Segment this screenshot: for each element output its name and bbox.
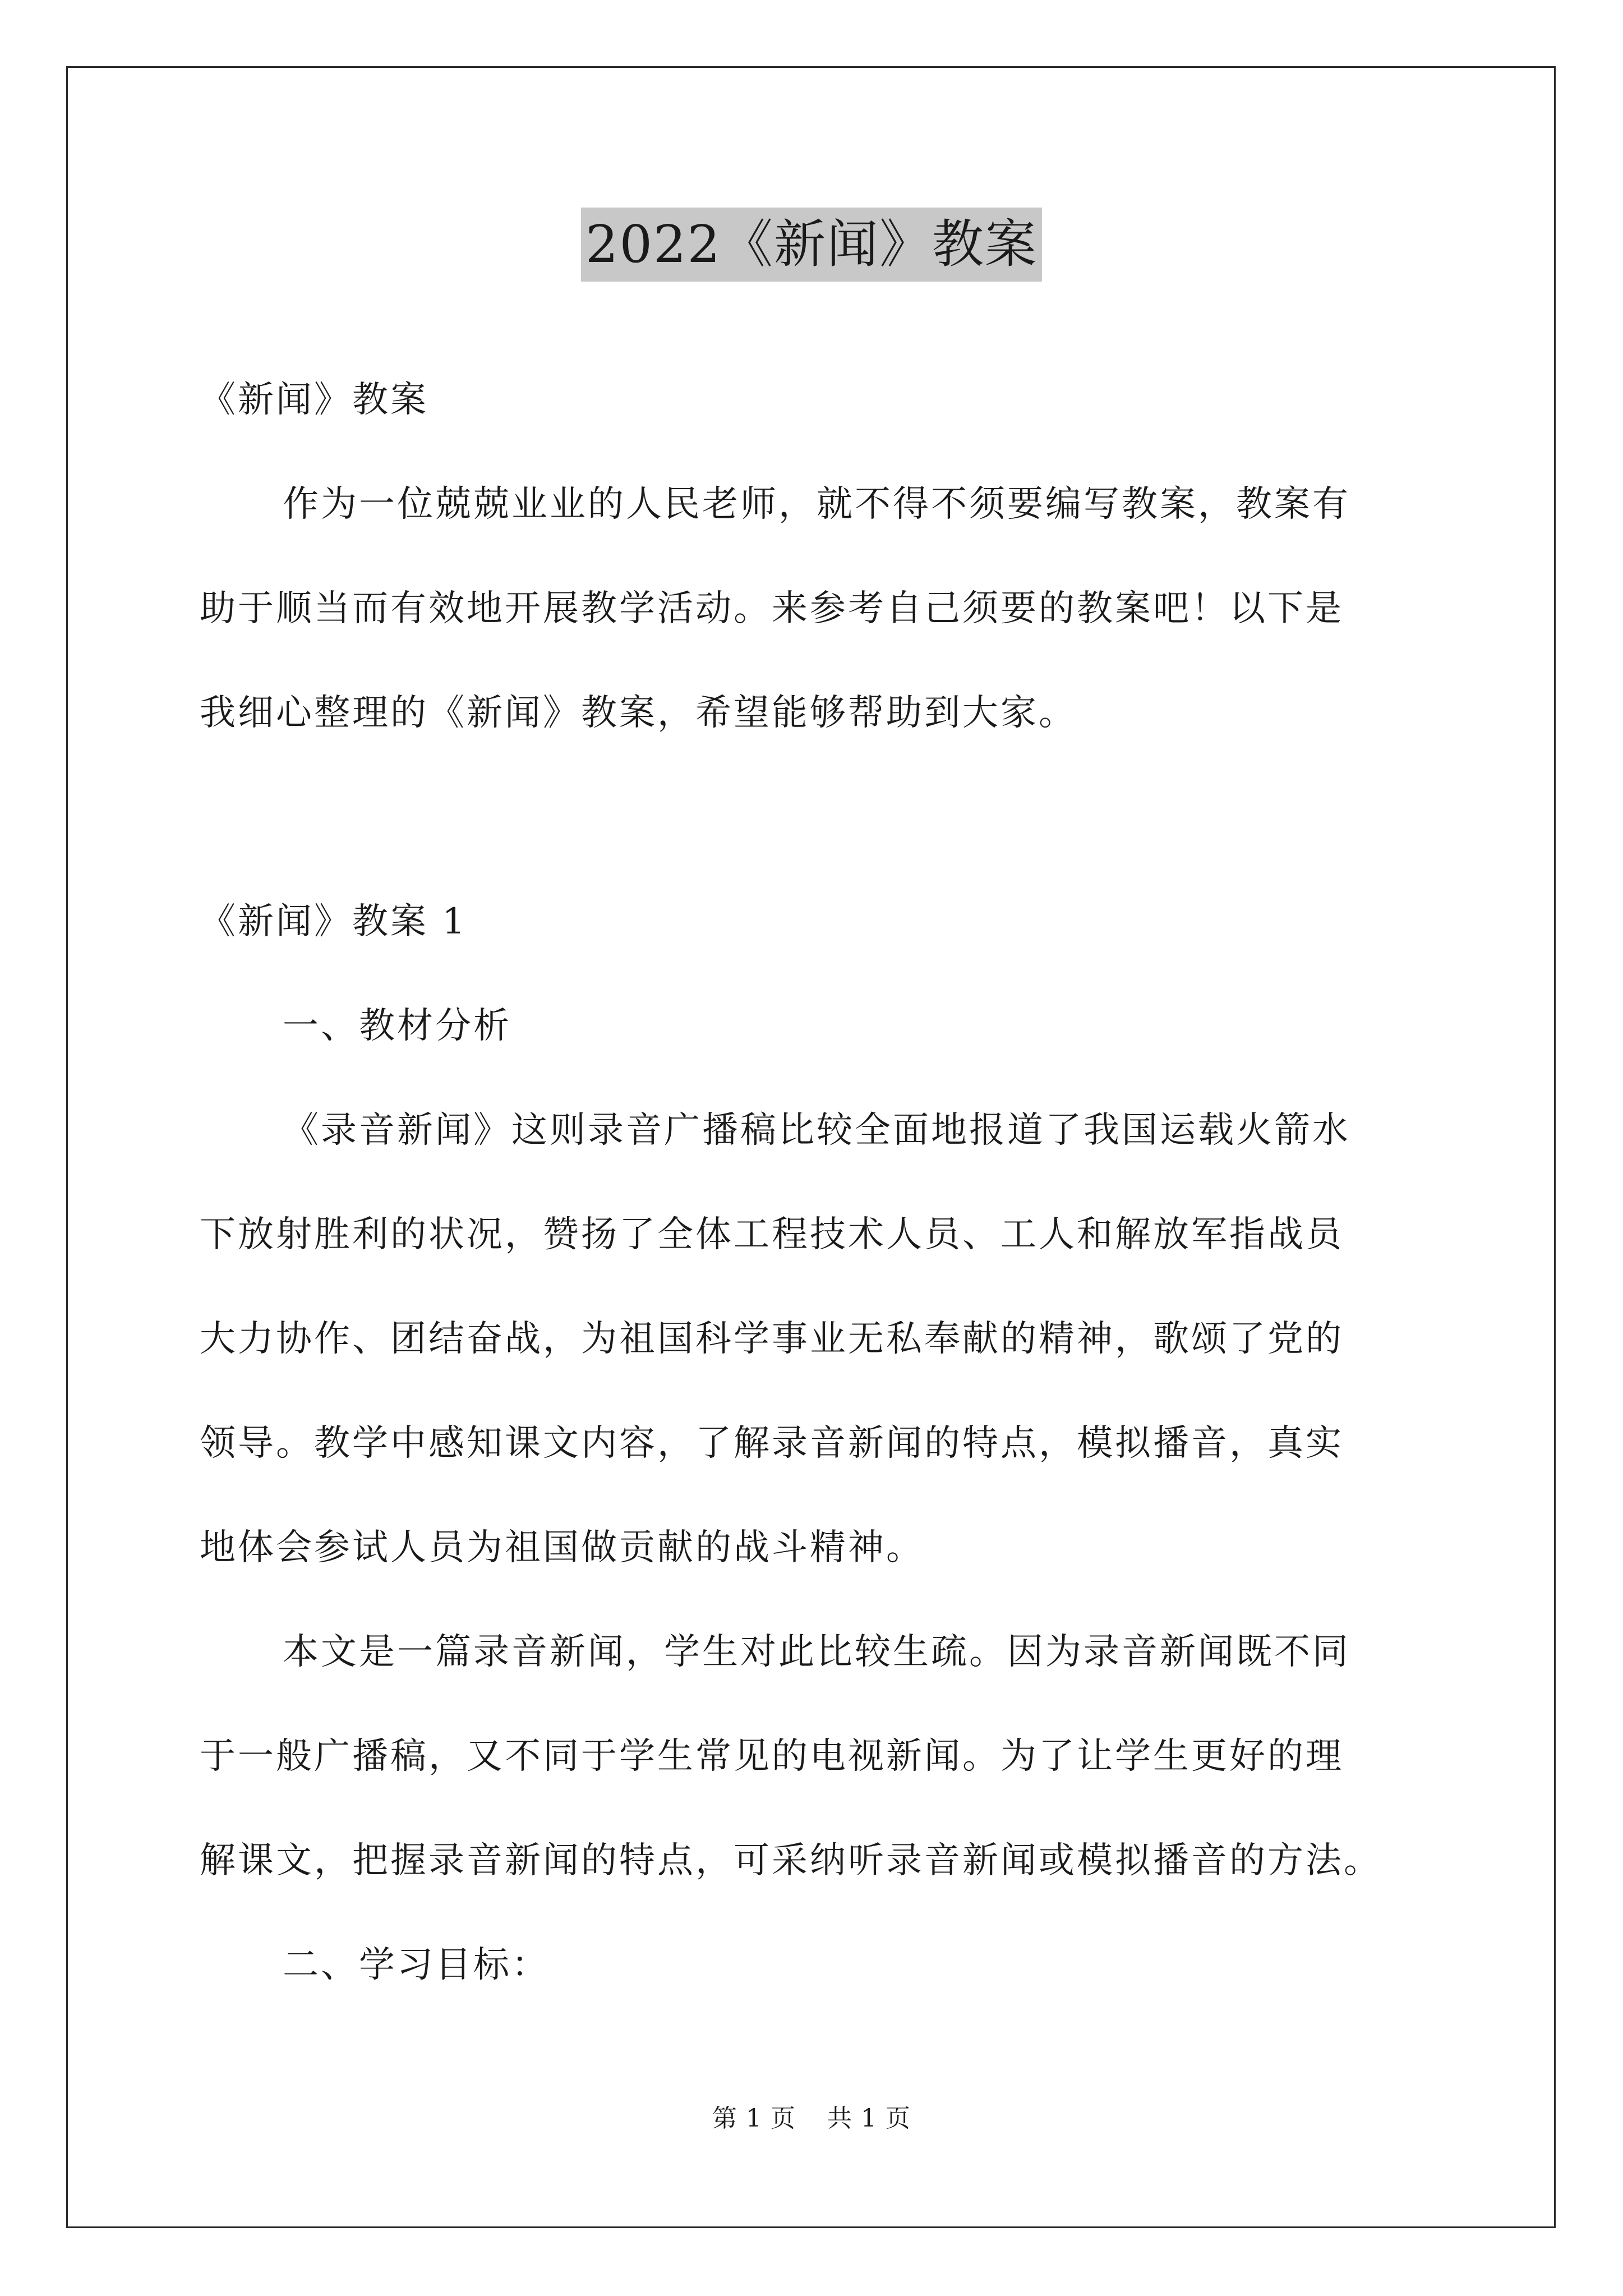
section-heading: 《新闻》教案 1 bbox=[200, 901, 468, 942]
title-container bbox=[0, 208, 1623, 282]
intro-line: 作为一位兢兢业业的人民老师，就不得不须要编写教案，教案有 bbox=[283, 484, 1350, 525]
page-number: 第 1 页 bbox=[712, 2104, 796, 2133]
paragraph-line: 于一般广播稿，又不同于学生常见的电视新闻。为了让学生更好的理 bbox=[200, 1736, 1344, 1777]
paragraph-line: 本文是一篇录音新闻，学生对此比较生疏。因为录音新闻既不同 bbox=[283, 1631, 1350, 1673]
document-title: 2022《新闻》教案 bbox=[581, 208, 1042, 282]
intro-line: 我细心整理的《新闻》教案，希望能够帮助到大家。 bbox=[200, 692, 1077, 734]
subtitle: 《新闻》教案 bbox=[200, 379, 428, 421]
paragraph-line: 地体会参试人员为祖国做贡献的战斗精神。 bbox=[200, 1527, 924, 1568]
intro-line: 助于顺当而有效地开展教学活动。来参考自己须要的教案吧！以下是 bbox=[200, 588, 1344, 629]
part-heading: 一、教材分析 bbox=[283, 1005, 511, 1047]
paragraph-line: 大力协作、团结奋战，为祖国科学事业无私奉献的精神，歌颂了党的 bbox=[200, 1318, 1344, 1360]
spacer bbox=[200, 765, 1433, 869]
page-footer bbox=[0, 2098, 1623, 2134]
document-body bbox=[200, 348, 1433, 2017]
page-total: 共 1 页 bbox=[827, 2104, 911, 2133]
paragraph-line: 下放射胜利的状况，赞扬了全体工程技术人员、工人和解放军指战员 bbox=[200, 1214, 1344, 1255]
paragraph-line: 《录音新闻》这则录音广播稿比较全面地报道了我国运载火箭水 bbox=[283, 1110, 1350, 1151]
paragraph-line: 解课文，把握录音新闻的特点，可采纳听录音新闻或模拟播音的方法。 bbox=[200, 1840, 1382, 1881]
part-heading: 二、学习目标： bbox=[283, 1944, 550, 1986]
paragraph-line: 领导。教学中感知课文内容，了解录音新闻的特点，模拟播音，真实 bbox=[200, 1423, 1344, 1464]
